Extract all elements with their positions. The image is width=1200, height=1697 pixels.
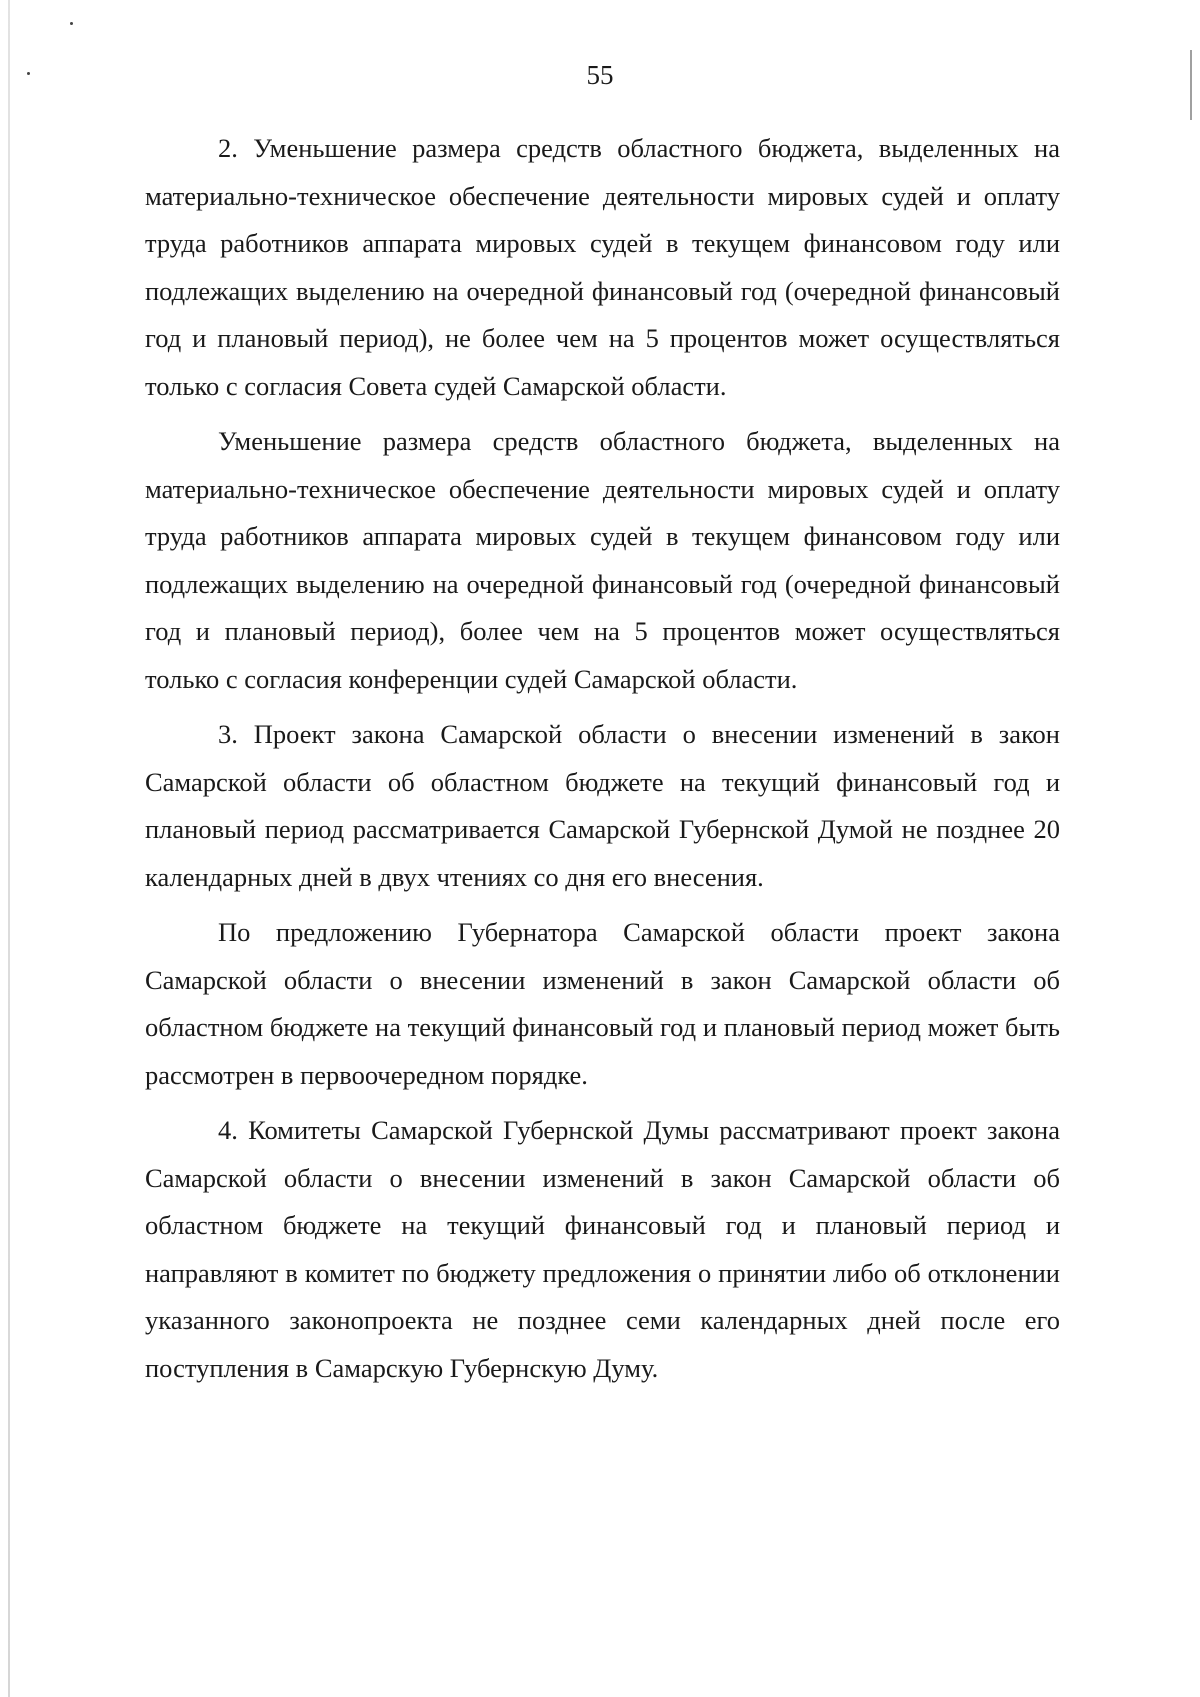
document-body [145,125,1060,1400]
paragraph-2-continued: Уменьшение размера средств областного бюджета, выделенных на материально-техническое обеспечение деятельности мировых судей и оплату труда работников аппарата мировых судей в текущем финансовом году или подлежащих выделению на очередной финансовый год (очередной финансовый год и плановый период), более чем на 5 процентов может осуществляться только с согласия конференции судей Самарской области. [145,426,1060,694]
paragraph-3-continued: По предложению Губернатора Самарской области проект закона Самарской области о внесении изменений в закон Самарской области об областном бюджете на текущий финансовый год и плановый период может быть рассмотрен в первоочередном порядке. [145,917,1060,1090]
paragraph-2: 2. Уменьшение размера средств областного бюджета, выделенных на материально-техническое обеспечение деятельности мировых судей и оплату труда работников аппарата мировых судей в текущем финансовом году или подлежащих выделению на очередной финансовый год (очередной финансовый год и плановый период), не более чем на 5 процентов может осуществляться только с согласия Совета судей Самарской области. [145,133,1060,401]
scan-speck [70,22,73,25]
paragraph-3: 3. Проект закона Самарской области о внесении изменений в закон Самарской области об областном бюджете на текущий финансовый год и плановый период рассматривается Самарской Губернской Думой не позднее 20 календарных дней в двух чтениях со дня его внесения. [145,719,1060,892]
page-number: 55 [586,60,614,90]
scan-left-edge [8,0,10,1697]
paragraph-4: 4. Комитеты Самарской Губернской Думы рассматривают проект закона Самарской области о внесении изменений в закон Самарской области об областном бюджете на текущий финансовый год и плановый период и направляют в комитет по бюджету предложения о принятии либо об отклонении указанного законопроекта не позднее семи календарных дней после его поступления в Самарскую Губернскую Думу. [145,1115,1060,1383]
